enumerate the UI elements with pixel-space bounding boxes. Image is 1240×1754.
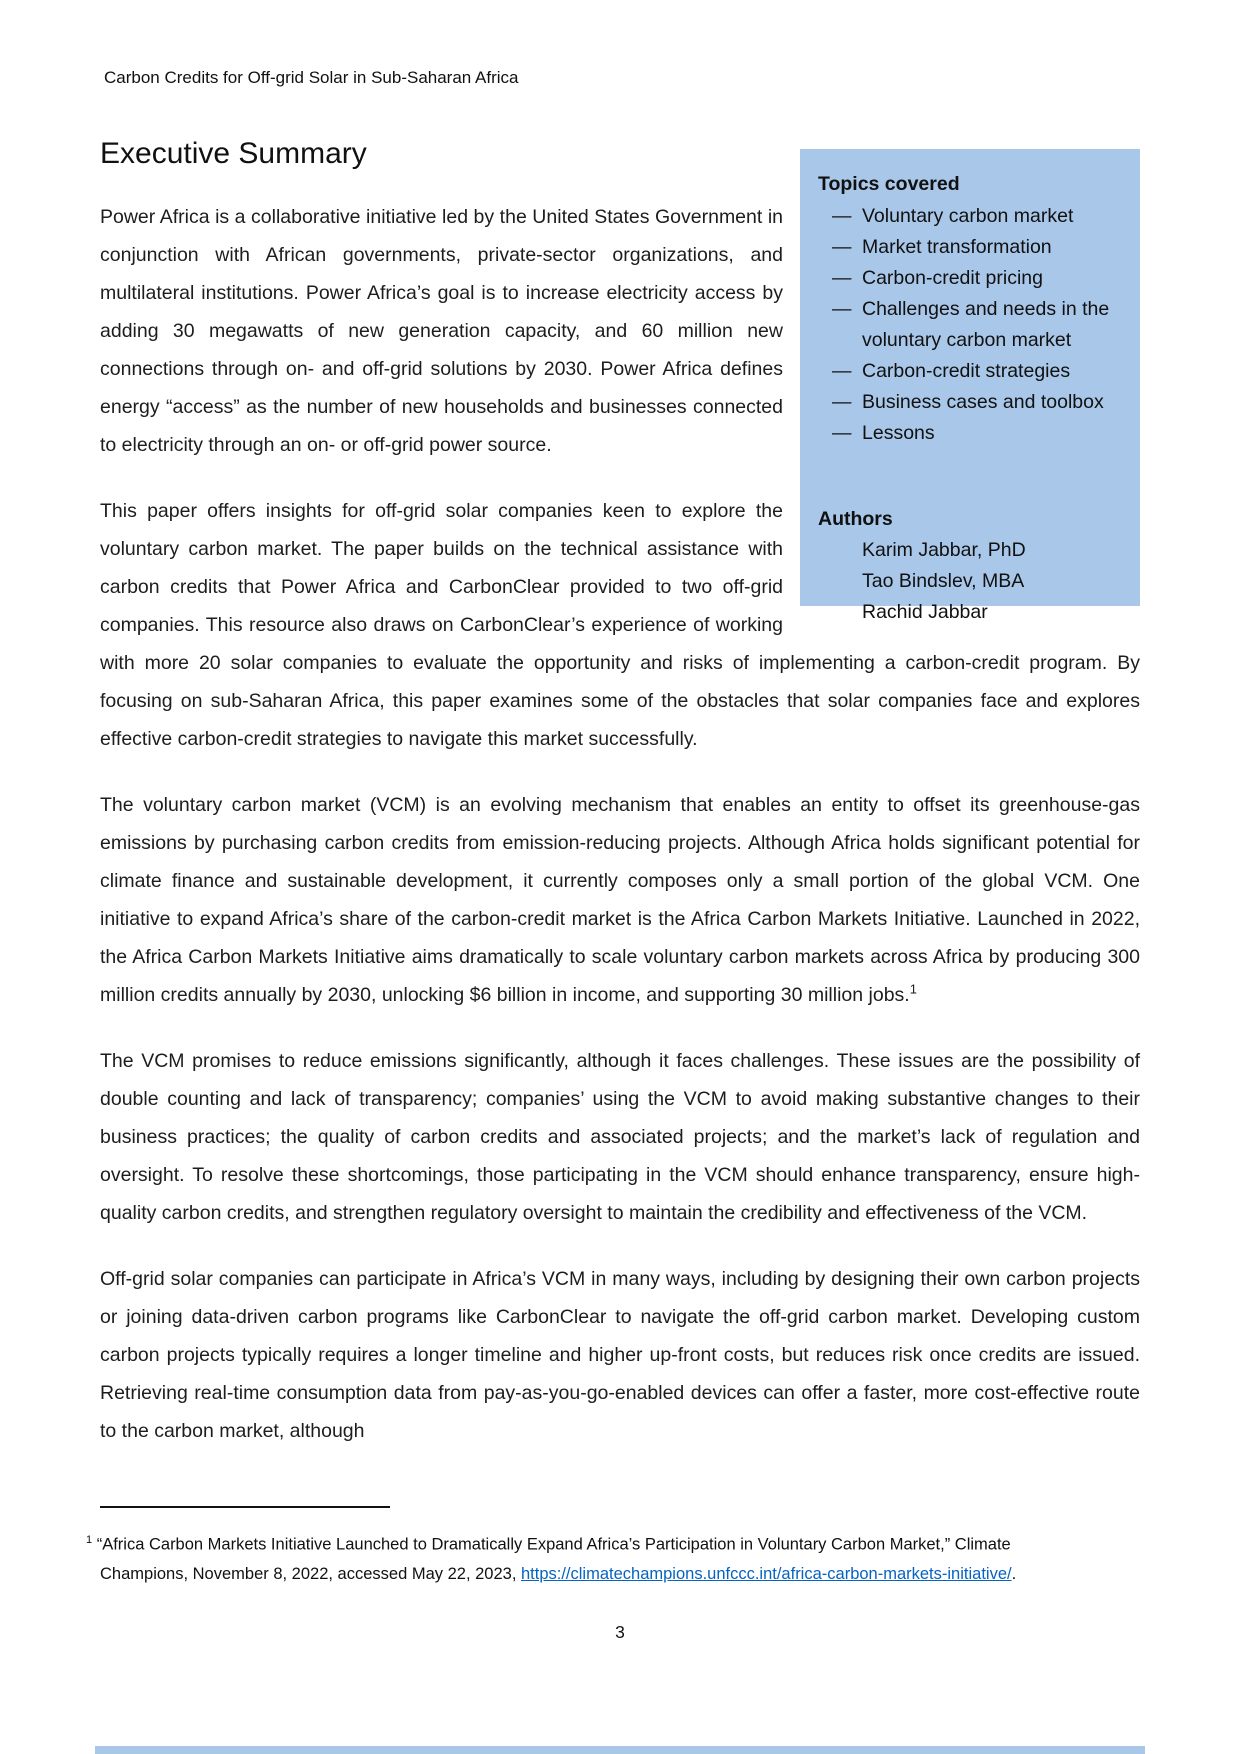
author-name: Karim Jabbar, PhD: [862, 539, 1026, 561]
paragraph-text: The voluntary carbon market (VCM) is an evolving mechanism that enables an entity to offset its greenhouse-gas emissions by purchasing carbon credits from emission-reducing projects. Although Africa holds significant potential for climate finance and sustainable development, it currently composes only a small portion of the global VCM. One initiative to expand Africa’s share of the carbon-credit market is the Africa Carbon Markets Initiative. Launched in 2022, the Africa Carbon Markets Initiative aims dramatically to scale voluntary carbon markets across Africa by producing 300 million credits annually by 2030, unlocking $6 billion in income, and supporting 30 million jobs.: [100, 794, 1140, 1006]
authors-title: Authors: [818, 508, 893, 530]
dash-bullet: —: [832, 422, 852, 444]
page-title: Executive Summary: [100, 137, 367, 170]
topic-item: [832, 232, 1122, 263]
author-name: Tao Bindslev, MBA: [862, 570, 1025, 592]
footnote-reference: 1: [909, 981, 917, 997]
footnote-divider: [100, 1506, 390, 1508]
footnote-period: .: [1011, 1565, 1017, 1583]
topic-item: [832, 201, 1122, 232]
topic-label: Voluntary carbon market: [862, 205, 1074, 227]
topic-item: [832, 263, 1122, 294]
body-paragraph: [100, 786, 1140, 1014]
dash-bullet: —: [832, 360, 852, 382]
topic-item: [832, 418, 1122, 449]
footnote-link[interactable]: https://climatechampions.unfccc.int/africa-carbon-markets-initiative/: [520, 1565, 1012, 1583]
footnote-marker: 1: [86, 1533, 93, 1546]
dash-bullet: —: [832, 267, 852, 289]
topic-item: [832, 387, 1122, 418]
topics-sidebar-box: [800, 149, 1140, 623]
topic-label: Market transformation: [862, 236, 1052, 258]
running-header: Carbon Credits for Off-grid Solar in Sub-Saharan Africa: [104, 68, 519, 87]
dash-bullet: —: [832, 236, 852, 258]
body-paragraph: Off-grid solar companies can participate in Africa’s VCM in many ways, including by designing their own carbon projects or joining data-driven carbon programs like CarbonClear to navigate the off-grid carbon market. Developing custom carbon projects typically requires a longer timeline and higher up-front costs, but reduces risk once credits are issued. Retrieving real-time consumption data from pay-as-you-go-enabled devices can offer a faster, more cost-effective route to the carbon market, although: [100, 1268, 1140, 1442]
topics-title: Topics covered: [818, 173, 960, 195]
topic-item: [832, 294, 1122, 356]
authors-block: [818, 504, 1122, 628]
body-paragraph: This paper offers insights for off-grid solar companies keen to explore the voluntary carbon market. The paper builds on the technical assistance with carbon credits that Power Africa and CarbonClear provided to two off-grid companies. This resource also draws on CarbonClear’s experience of working with more 20 solar companies to evaluate the opportunity and risks of implementing a carbon-credit program. By focusing on sub-Saharan Africa, this paper examines some of the obstacles that solar companies face and explores effective carbon-credit strategies to navigate this market successfully.: [100, 500, 1140, 750]
footnote-text: “Africa Carbon Markets Initiative Launched to Dramatically Expand Africa’s Participation in Voluntary Carbon Market,” Climate Champions, November 8, 2022, accessed May 22, 2023,: [96, 1535, 1011, 1583]
topic-label: Challenges and needs in the voluntary carbon market: [862, 298, 1110, 351]
topic-item: [832, 356, 1122, 387]
topic-label: Carbon-credit strategies: [862, 360, 1071, 382]
dash-bullet: —: [832, 298, 852, 320]
bottom-accent-bar: [95, 1746, 1145, 1754]
authors-list: [818, 535, 1122, 628]
topic-label: Business cases and toolbox: [862, 391, 1104, 413]
dash-bullet: —: [832, 391, 852, 413]
topic-label: Carbon-credit pricing: [862, 267, 1043, 289]
footnote: [86, 1525, 1090, 1590]
footnote-area: [86, 1506, 1140, 1606]
dash-bullet: —: [832, 205, 852, 227]
author-name: Rachid Jabbar: [862, 601, 988, 623]
body-paragraph: Power Africa is a collaborative initiative led by the United States Government in conjunction with African governments, private-sector organizations, and multilateral institutions. Power Africa’s goal is to increase electricity access by adding 30 megawatts of new generation capacity, and 60 million new connections through on- and off-grid solutions by 2030. Power Africa defines energy “access” as the number of new households and businesses connected to electricity through an on- or off-grid power source.: [100, 206, 783, 456]
topic-label: Lessons: [862, 422, 935, 444]
page-number: 3: [615, 1622, 625, 1642]
topics-list: [818, 201, 1122, 449]
body-paragraph: The VCM promises to reduce emissions significantly, although it faces challenges. These issues are the possibility of double counting and lack of transparency; companies’ using the VCM to avoid making substantive changes to their business practices; the quality of carbon credits and associated projects; and the market’s lack of regulation and oversight. To resolve these shortcomings, those participating in the VCM should enhance transparency, ensure high-quality carbon credits, and strengthen regulatory oversight to maintain the credibility and effectiveness of the VCM.: [100, 1050, 1140, 1224]
page-content: [100, 134, 1140, 1450]
